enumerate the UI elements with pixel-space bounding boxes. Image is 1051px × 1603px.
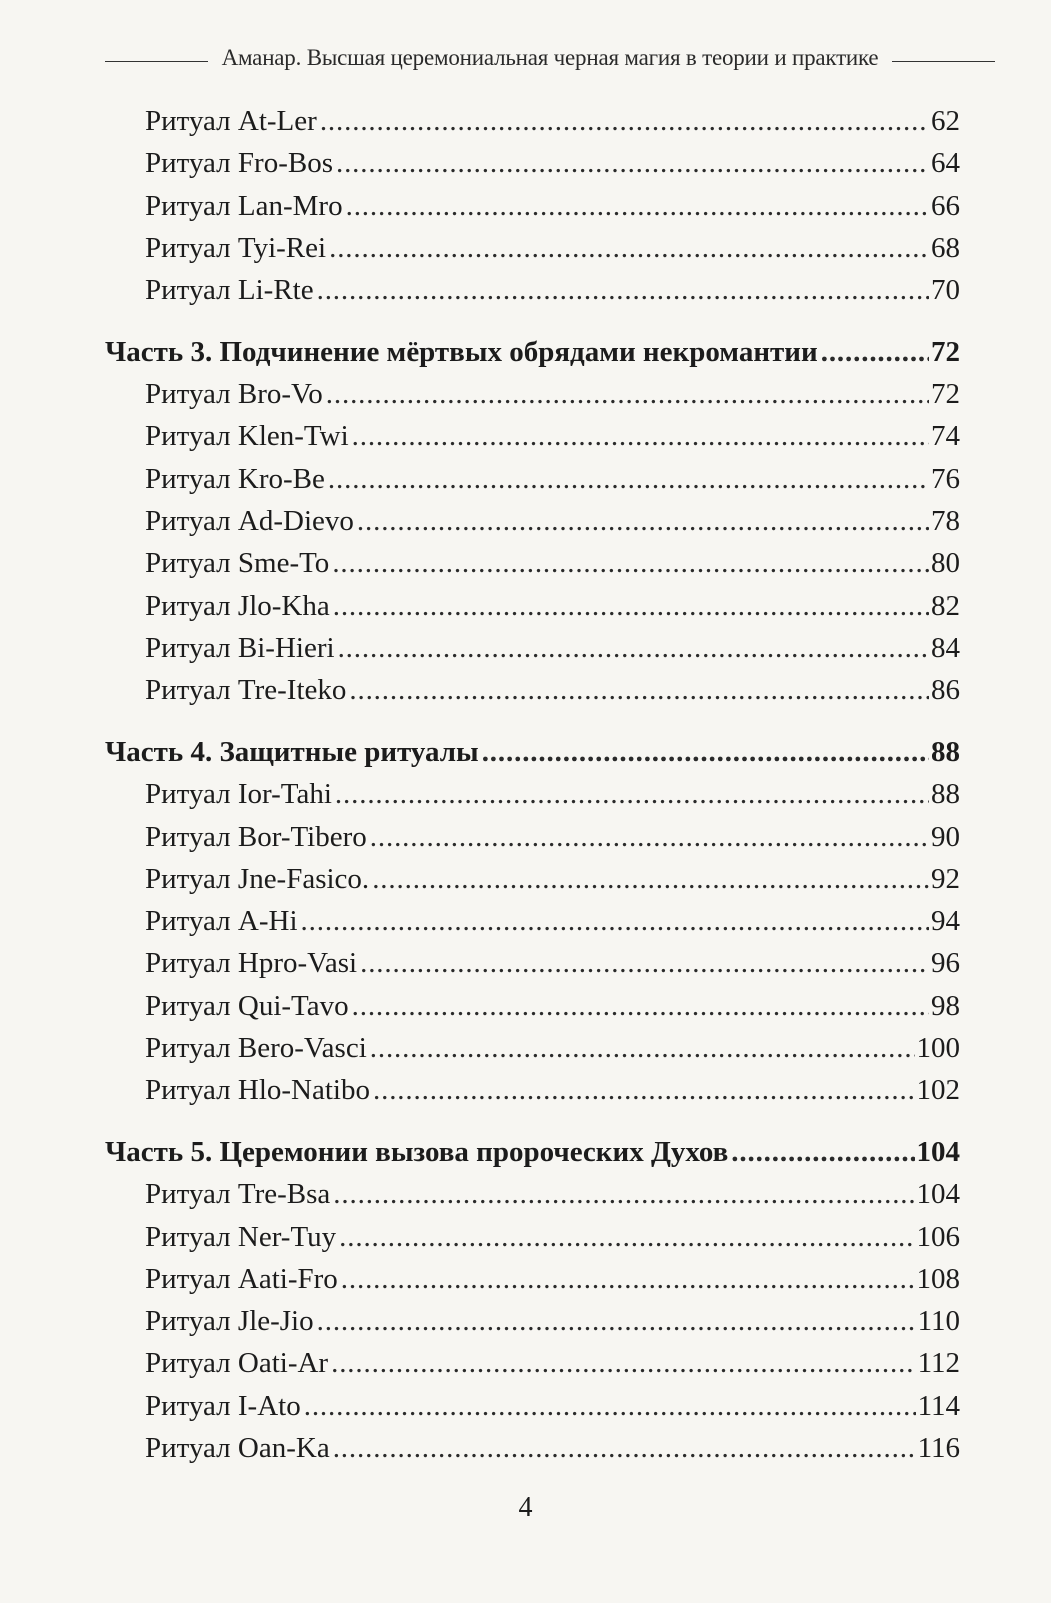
- toc-page-number: 104: [916, 1178, 960, 1211]
- header-rule-left: [105, 61, 208, 62]
- toc-label: Ритуал I-Ato: [145, 1389, 301, 1422]
- dot-leader: [821, 331, 929, 373]
- toc-label: Ритуал Sme-To: [145, 547, 330, 580]
- dot-leader: [333, 1427, 916, 1469]
- toc-label: Ритуал Ior-Tahi: [145, 778, 332, 811]
- dot-leader: [335, 773, 929, 815]
- toc-entry: [105, 669, 960, 711]
- toc-page-number: 76: [931, 462, 960, 495]
- toc-page-number: 106: [916, 1220, 960, 1253]
- toc-page-number: 72: [931, 378, 960, 411]
- toc-label: Ритуал Qui-Tavo: [145, 989, 349, 1022]
- header-title: Аманар. Высшая церемониальная черная магия в теории и практике: [221, 45, 879, 70]
- toc-label: Ритуал Tre-Iteko: [145, 674, 347, 707]
- running-header: [105, 40, 995, 76]
- toc-entry: [105, 773, 960, 815]
- toc-label: Часть 4. Защитные ритуалы: [105, 735, 479, 768]
- toc-page-number: 110: [917, 1305, 960, 1338]
- dot-leader: [329, 227, 929, 269]
- toc-label: Ритуал Klen-Twi: [145, 420, 349, 453]
- toc-part-heading: [105, 1131, 960, 1173]
- dot-leader: [372, 858, 929, 900]
- toc-label: Ритуал Bero-Vasci: [145, 1032, 367, 1065]
- toc-label: Ритуал Bor-Tibero: [145, 820, 367, 853]
- toc-page-number: 62: [931, 105, 960, 137]
- dot-leader: [341, 1258, 915, 1300]
- toc-entry: [105, 900, 960, 942]
- toc-page-number: 72: [931, 335, 960, 368]
- toc-label: Ритуал Jlo-Kha: [145, 589, 330, 622]
- toc-label: Ритуал Li-Rte: [145, 274, 314, 307]
- dot-leader: [317, 1300, 916, 1342]
- dot-leader: [373, 1069, 915, 1111]
- dot-leader: [338, 627, 929, 669]
- toc-entry: [105, 100, 960, 142]
- toc-page-number: 66: [931, 189, 960, 222]
- dot-leader: [317, 269, 929, 311]
- dot-leader: [360, 942, 929, 984]
- toc-label: Ритуал Aati-Fro: [145, 1262, 338, 1295]
- toc-label: Ритуал Hpro-Vasi: [145, 947, 358, 980]
- toc-page-number: 116: [917, 1432, 960, 1465]
- toc-page-number: 86: [931, 674, 960, 707]
- toc-entry: [105, 1173, 960, 1215]
- toc-label: Часть 5. Церемонии вызова пророческих Духов: [105, 1136, 729, 1168]
- toc-page-number: 98: [931, 989, 960, 1022]
- toc-entry: [105, 1027, 960, 1069]
- toc-entry: [105, 1342, 960, 1384]
- toc-page-number: 94: [931, 905, 960, 938]
- toc-entry: [105, 985, 960, 1027]
- table-of-contents: [105, 100, 960, 1469]
- dot-leader: [336, 142, 929, 184]
- toc-label: Ритуал A-Hi: [145, 905, 298, 938]
- toc-part-heading: [105, 331, 960, 373]
- toc-entry: [105, 1427, 960, 1469]
- toc-entry: [105, 1258, 960, 1300]
- toc-label: Ритуал Fro-Bos: [145, 147, 333, 180]
- toc-entry: [105, 458, 960, 500]
- toc-entry: [105, 142, 960, 184]
- dot-leader: [352, 985, 929, 1027]
- toc-page-number: 88: [931, 778, 960, 811]
- dot-leader: [320, 100, 929, 142]
- toc-entry: [105, 269, 960, 311]
- dot-leader: [326, 373, 929, 415]
- dot-leader: [328, 458, 929, 500]
- toc-entry: [105, 227, 960, 269]
- toc-entry: [105, 1216, 960, 1258]
- dot-leader: [304, 1385, 916, 1427]
- dot-leader: [332, 542, 929, 584]
- toc-entry: [105, 816, 960, 858]
- toc-label: Ритуал Oan-Ka: [145, 1432, 330, 1465]
- dot-leader: [349, 669, 929, 711]
- toc-label: Ритуал Jle-Jio: [145, 1305, 314, 1338]
- toc-label: Ритуал Kro-Be: [145, 462, 325, 495]
- toc-page-number: 102: [916, 1074, 960, 1107]
- toc-label: Ритуал Bro-Vo: [145, 378, 323, 411]
- toc-entry: [105, 373, 960, 415]
- toc-page-number: 84: [931, 631, 960, 664]
- dot-leader: [301, 900, 929, 942]
- toc-label: Ритуал Oati-Ar: [145, 1347, 329, 1380]
- toc-page-number: 68: [931, 231, 960, 264]
- toc-entry: [105, 1069, 960, 1111]
- toc-entry: [105, 415, 960, 457]
- toc-entry: [105, 942, 960, 984]
- toc-page-number: 114: [917, 1389, 960, 1422]
- toc-entry: [105, 1385, 960, 1427]
- toc-page-number: 104: [916, 1136, 960, 1168]
- dot-leader: [482, 731, 929, 773]
- toc-page-number: 108: [916, 1262, 960, 1295]
- dot-leader: [370, 816, 929, 858]
- toc-label: Часть 3. Подчинение мёртвых обрядами некромантии: [105, 335, 818, 368]
- toc-label: Ритуал Tre-Bsa: [145, 1178, 331, 1211]
- toc-page-number: 88: [931, 735, 960, 768]
- toc-page-number: 96: [931, 947, 960, 980]
- toc-page-number: 74: [931, 420, 960, 453]
- toc-label: Ритуал Lan-Mro: [145, 189, 343, 222]
- toc-page-number: 100: [916, 1032, 960, 1065]
- dot-leader: [333, 585, 929, 627]
- dot-leader: [339, 1216, 914, 1258]
- toc-label: Ритуал Jne-Fasico.: [145, 862, 370, 895]
- toc-entry: [105, 185, 960, 227]
- dot-leader: [333, 1173, 914, 1215]
- toc-entry: [105, 500, 960, 542]
- toc-page-number: 112: [917, 1347, 960, 1380]
- dot-leader: [352, 415, 929, 457]
- dot-leader: [346, 185, 929, 227]
- toc-label: Ритуал Bi-Hieri: [145, 631, 335, 664]
- toc-entry: [105, 858, 960, 900]
- dot-leader: [370, 1027, 915, 1069]
- toc-page-number: 78: [931, 505, 960, 538]
- toc-page-number: 92: [931, 862, 960, 895]
- toc-part-heading: [105, 731, 960, 773]
- toc-label: Ритуал Ad-Dievo: [145, 505, 354, 538]
- dot-leader: [731, 1131, 914, 1173]
- dot-leader: [357, 500, 929, 542]
- toc-page-number: 82: [931, 589, 960, 622]
- toc-page-number: 70: [931, 274, 960, 307]
- toc-label: Ритуал Hlo-Natibo: [145, 1074, 370, 1107]
- toc-entry: [105, 542, 960, 584]
- toc-entry: [105, 1300, 960, 1342]
- toc-page-number: 64: [931, 147, 960, 180]
- header-rule-right: [892, 61, 995, 62]
- toc-label: Ритуал Ner-Tuy: [145, 1220, 337, 1253]
- toc-entry: [105, 627, 960, 669]
- toc-label: Ритуал At-Ler: [145, 105, 317, 137]
- toc-page-number: 80: [931, 547, 960, 580]
- toc-entry: [105, 585, 960, 627]
- toc-page-number: 90: [931, 820, 960, 853]
- dot-leader: [331, 1342, 915, 1384]
- page-number: 4: [518, 1492, 533, 1523]
- toc-label: Ритуал Tyi-Rei: [145, 231, 327, 264]
